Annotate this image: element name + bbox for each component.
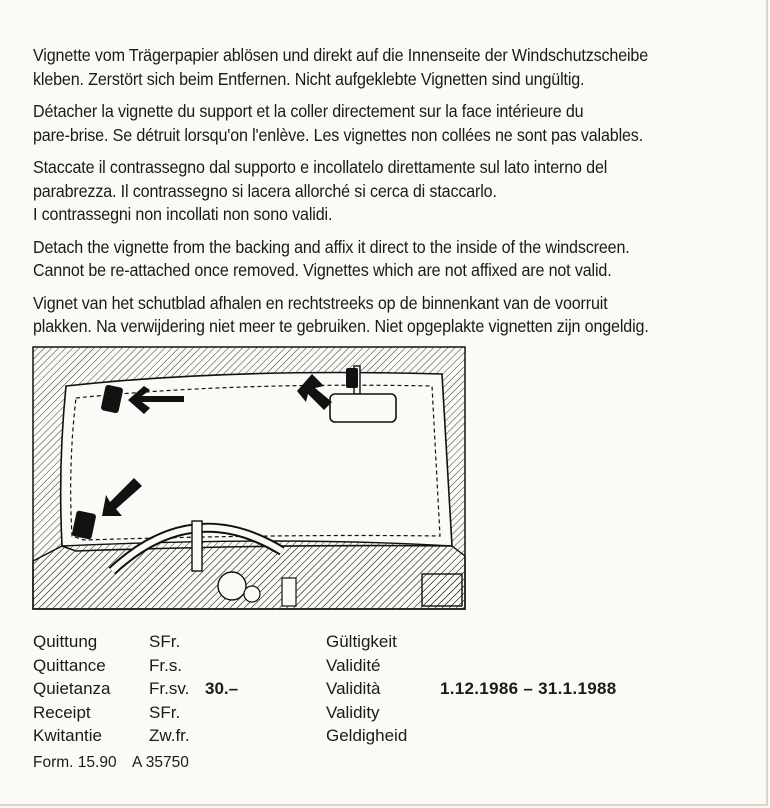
receipt-label: Quietanza [33, 679, 111, 698]
instruction-line: kleben. Zerstört sich beim Entfernen. Nicht aufgeklebte Vignetten sind ungültig. [33, 68, 585, 89]
instructions [33, 44, 753, 348]
form-number: Form. 15.90 [33, 754, 117, 771]
instruction-fr [33, 100, 758, 147]
instruction-line: Cannot be re-attached once removed. Vignettes which are not affixed are not valid. [33, 260, 612, 280]
currency-label: SFr. [149, 632, 181, 651]
instruction-nl [33, 292, 758, 339]
validity-range: 1.12.1986 – 31.1.1988 [440, 679, 617, 698]
currency-label: Fr.s. [149, 655, 183, 675]
instruction-line: Vignette vom Trägerpapier ablösen und direkt auf die Innenseite der Windschutzscheibe [33, 45, 649, 65]
validity-label: Gültigkeit [326, 632, 397, 651]
currency-labels [149, 630, 190, 748]
receipt-section [33, 630, 733, 780]
currency-label: Zw.fr. [149, 726, 190, 745]
instruction-it [33, 156, 758, 227]
receipt-label: Quittance [33, 655, 106, 675]
instruction-line: Vignet van het schutblad afhalen en rechtstreeks op de binnenkant van de voorruit [33, 292, 608, 313]
validity-label: Geldigheid [326, 726, 408, 745]
validity-label: Validità [326, 679, 381, 698]
instruction-line: plakken. Na verwijdering niet meer te gebruiken. Niet opgeplakte vignetten zijn ongeldig. [33, 316, 649, 336]
instruction-line: Staccate il contrassegno dal supporto e incollatelo direttamente sul lato interno del [33, 157, 608, 177]
currency-label: Fr.sv. [149, 679, 190, 698]
receipt-label: Receipt [33, 702, 91, 722]
instruction-en [33, 236, 758, 283]
receipt-label: Kwitantie [33, 726, 102, 745]
instruction-de [33, 44, 758, 91]
instruction-line: Detach the vignette from the backing and affix it direct to the inside of the windscreen. [33, 236, 630, 257]
validity-label: Validité [326, 655, 381, 675]
validity-label: Validity [326, 702, 380, 722]
receipt-labels [33, 630, 111, 748]
instruction-line: Détacher la vignette du support et la coller directement sur la face intérieure du [33, 101, 584, 121]
validity-labels [326, 630, 407, 748]
currency-label: SFr. [149, 702, 181, 722]
instruction-line: I contrassegni non incollati non sono validi. [33, 204, 333, 224]
form-code: A 35750 [132, 754, 189, 771]
form-reference [33, 754, 201, 772]
amount-value: 30.– [205, 679, 239, 698]
instruction-line: parabrezza. Il contrassegno si lacera allorché si cerca di staccarlo. [33, 180, 497, 201]
windscreen-icon [32, 346, 466, 610]
instruction-line: pare-brise. Se détruit lorsqu'on l'enlève. Les vignettes non collées ne sont pas valables. [33, 124, 644, 145]
receipt-label: Quittung [33, 632, 98, 651]
windscreen-illustration [32, 346, 466, 610]
